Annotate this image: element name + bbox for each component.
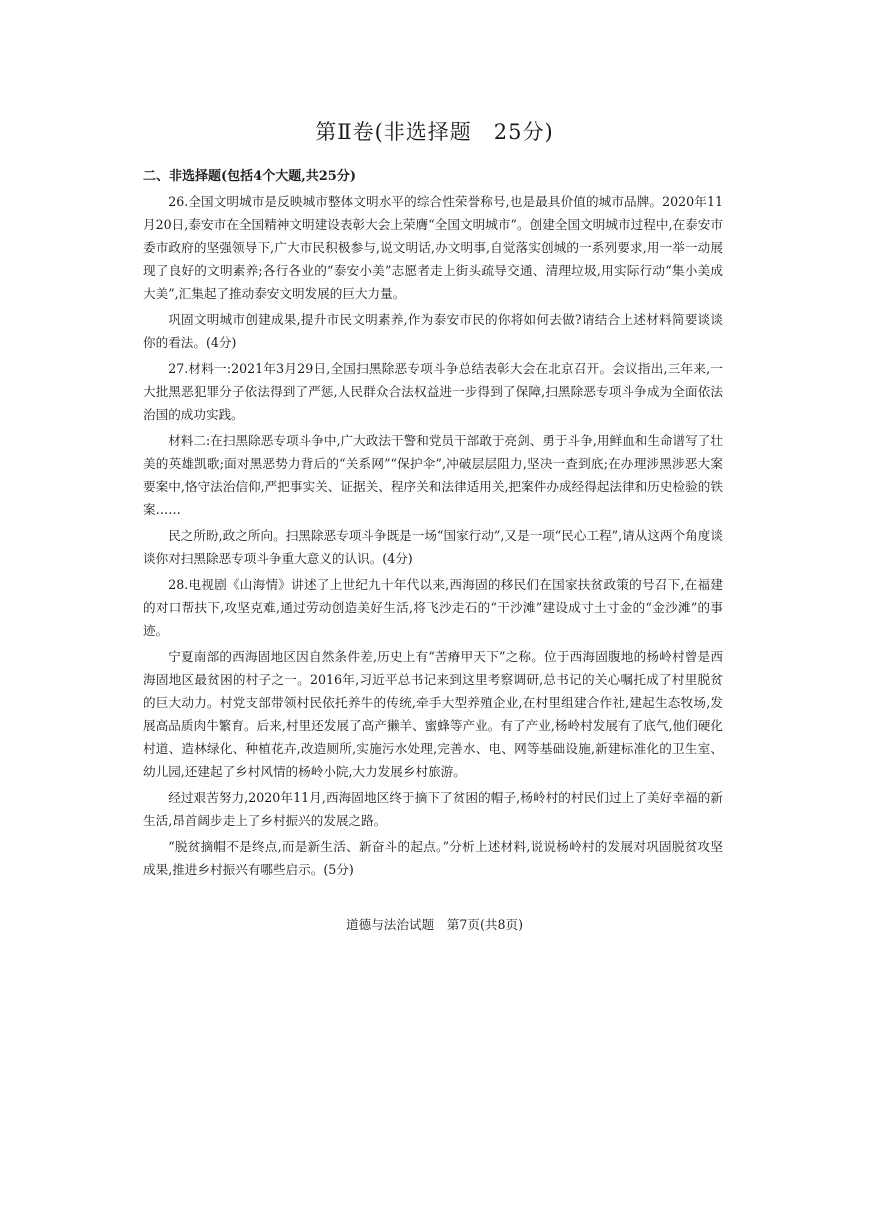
question-26-prompt: 巩固文明城市创建成果,提升市民文明素养,作为泰安市民的你将如何去做?请结合上述材料简要谈谈你的看法。(4分) — [143, 312, 723, 350]
page-title: 第Ⅱ卷(非选择题 25分) — [315, 120, 554, 144]
question-28-result: 经过艰苦努力,2020年11月,西海固地区终于摘下了贫困的帽子,杨岭村的村民们过上了美好幸福的新生活,昂首阔步走上了乡村振兴的发展之路。 — [143, 790, 723, 828]
section-header: 二、非选择题(包括4个大题,共25分) — [143, 169, 356, 184]
question-26-material: 26.全国文明城市是反映城市整体文明水平的综合性荣誉称号,也是最具价值的城市品牌。2020年11月20日,泰安市在全国精神文明建设表彰大会上荣膺“全国文明城市”。创建全国文明城市过程中,在泰安市委市政府的坚强领导下,广大市民积极参与,说文明话,办文明事,自觉落实创城的一系列要求,用一举一动展现了良好的文明素养;各行各业的“泰安小美”志愿者走上街头疏导交通、清理垃圾,用实际行动“集小美成大美”,汇集起了推动泰安文明发展的巨大力量。 — [143, 194, 723, 301]
question-28-intro: 28.电视剧《山海情》讲述了上世纪九十年代以来,西海固的移民们在国家扶贫政策的号召下,在福建的对口帮扶下,攻坚克难,通过劳动创造美好生活,将飞沙走石的“干沙滩”建设成寸土寸金的“金沙滩”的事迹。 — [143, 577, 723, 638]
question-27-prompt: 民之所盼,政之所向。扫黑除恶专项斗争既是一场“国家行动”,又是一项“民心工程”,请从这两个角度谈谈你对扫黑除恶专项斗争重大意义的认识。(4分) — [143, 528, 723, 566]
question-27-material-1: 27.材料一:2021年3月29日,全国扫黑除恶专项斗争总结表彰大会在北京召开。会议指出,三年来,一大批黑恶犯罪分子依法得到了严惩,人民群众合法权益进一步得到了保障,扫黑除恶专项斗争成为全面依法治国的成功实践。 — [143, 361, 723, 422]
question-28-prompt: “脱贫摘帽不是终点,而是新生活、新奋斗的起点。”分析上述材料,说说杨岭村的发展对巩固脱贫攻坚成果,推进乡村振兴有哪些启示。(5分) — [143, 839, 723, 877]
question-28-material: 宁夏南部的西海固地区因自然条件差,历史上有“苦瘠甲天下”之称。位于西海固腹地的杨岭村曾是西海固地区最贫困的村子之一。2016年,习近平总书记来到这里考察调研,总书记的关心嘱托成了村里脱贫的巨大动力。村党支部带领村民依托养牛的传统,牵手大型养殖企业,在村里组建合作社,建起生态牧场,发展高品质肉牛繁育。后来,村里还发展了高产獭羊、蜜蜂等产业。有了产业,杨岭村发展有了底气,他们硬化村道、造林绿化、种植花卉,改造厕所,实施污水处理,完善水、电、网等基础设施,新建标准化的卫生室、幼儿园,还建起了乡村风情的杨岭小院,大力发展乡村旅游。 — [143, 649, 723, 779]
question-27-material-2: 材料二:在扫黑除恶专项斗争中,广大政法干警和党员干部敢于亮剑、勇于斗争,用鲜血和生命谱写了壮美的英雄凯歌;面对黑恶势力背后的“关系网”“保护伞”,冲破层层阻力,坚决一查到底;在办理涉黑涉恶大案要案中,恪守法治信仰,严把事实关、证据关、程序关和法律适用关,把案件办成经得起法律和历史检验的铁案…… — [143, 433, 723, 517]
page-footer: 道德与法治试题 第7页(共8页) — [346, 917, 523, 932]
question-content — [143, 166, 723, 881]
